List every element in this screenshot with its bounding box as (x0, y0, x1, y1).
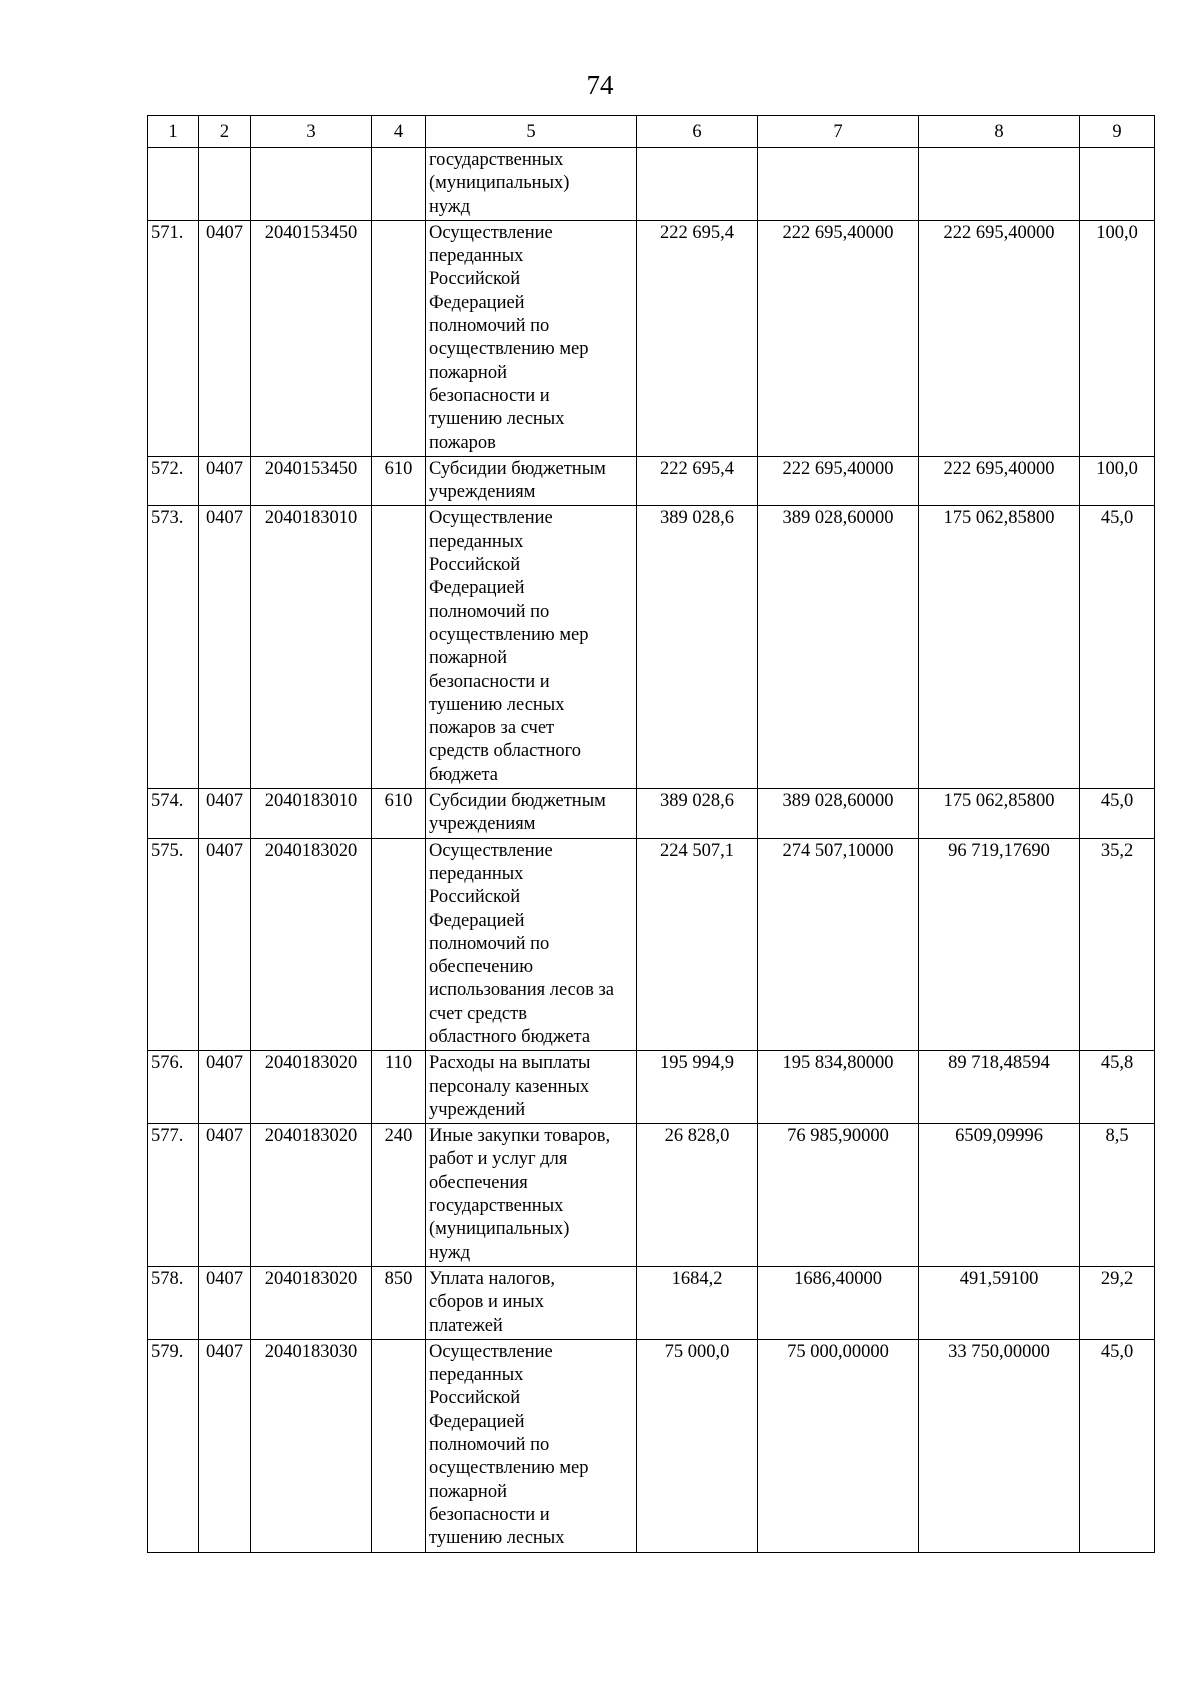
expense-type-code (372, 220, 426, 456)
value-col9: 8,5 (1080, 1124, 1155, 1267)
value-col7: 389 028,60000 (758, 506, 919, 789)
expense-type-code: 850 (372, 1266, 426, 1339)
value-col9: 100,0 (1080, 456, 1155, 506)
expense-type-code: 610 (372, 456, 426, 506)
row-number: 577. (148, 1124, 199, 1267)
row-number: 572. (148, 456, 199, 506)
section-code: 0407 (199, 456, 251, 506)
target-article-code: 2040183020 (251, 838, 372, 1051)
value-col7: 195 834,80000 (758, 1051, 919, 1124)
row-number: 574. (148, 789, 199, 839)
expense-type-code: 610 (372, 789, 426, 839)
column-header: 4 (372, 116, 426, 148)
expense-type-code (372, 148, 426, 221)
budget-table (147, 115, 1155, 1553)
row-description: Субсидии бюджетным учреждениям (426, 789, 637, 839)
table-row (148, 456, 1155, 506)
value-col6: 195 994,9 (637, 1051, 758, 1124)
row-number: 579. (148, 1339, 199, 1552)
section-code: 0407 (199, 1124, 251, 1267)
table-row (148, 838, 1155, 1051)
value-col8: 222 695,40000 (919, 220, 1080, 456)
table-row (148, 789, 1155, 839)
value-col7 (758, 148, 919, 221)
expense-type-code: 110 (372, 1051, 426, 1124)
value-col7: 76 985,90000 (758, 1124, 919, 1267)
column-header: 9 (1080, 116, 1155, 148)
row-description: Субсидии бюджетным учреждениям (426, 456, 637, 506)
column-header: 2 (199, 116, 251, 148)
value-col8: 175 062,85800 (919, 506, 1080, 789)
target-article-code: 2040183020 (251, 1124, 372, 1267)
target-article-code (251, 148, 372, 221)
table-row (148, 148, 1155, 221)
expense-type-code (372, 506, 426, 789)
table-row (148, 220, 1155, 456)
value-col6: 222 695,4 (637, 456, 758, 506)
section-code: 0407 (199, 1266, 251, 1339)
row-number: 575. (148, 838, 199, 1051)
row-number: 576. (148, 1051, 199, 1124)
column-header: 8 (919, 116, 1080, 148)
value-col7: 222 695,40000 (758, 456, 919, 506)
value-col8: 175 062,85800 (919, 789, 1080, 839)
section-code (199, 148, 251, 221)
section-code: 0407 (199, 838, 251, 1051)
value-col9 (1080, 148, 1155, 221)
value-col6: 26 828,0 (637, 1124, 758, 1267)
row-description: государственных (муниципальных) нужд (426, 148, 637, 221)
row-number: 573. (148, 506, 199, 789)
row-number: 571. (148, 220, 199, 456)
target-article-code: 2040183020 (251, 1266, 372, 1339)
value-col9: 29,2 (1080, 1266, 1155, 1339)
page-number: 74 (586, 70, 614, 100)
target-article-code: 2040153450 (251, 220, 372, 456)
value-col8: 89 718,48594 (919, 1051, 1080, 1124)
value-col9: 45,8 (1080, 1051, 1155, 1124)
column-header: 7 (758, 116, 919, 148)
value-col9: 45,0 (1080, 1339, 1155, 1552)
row-description: Осуществление переданных Российской Федерацией полномочий по осуществлению мер пожарной безопасности и тушению лесных пожаров за счет средств областного бюджета (426, 506, 637, 789)
column-header: 3 (251, 116, 372, 148)
value-col8: 6509,09996 (919, 1124, 1080, 1267)
value-col9: 35,2 (1080, 838, 1155, 1051)
expense-type-code (372, 838, 426, 1051)
table-row (148, 506, 1155, 789)
value-col9: 100,0 (1080, 220, 1155, 456)
target-article-code: 2040153450 (251, 456, 372, 506)
table-row (148, 1051, 1155, 1124)
target-article-code: 2040183010 (251, 506, 372, 789)
value-col6: 224 507,1 (637, 838, 758, 1051)
section-code: 0407 (199, 1051, 251, 1124)
table-row (148, 1339, 1155, 1552)
row-number: 578. (148, 1266, 199, 1339)
value-col7: 1686,40000 (758, 1266, 919, 1339)
value-col6: 389 028,6 (637, 506, 758, 789)
column-header: 6 (637, 116, 758, 148)
value-col7: 274 507,10000 (758, 838, 919, 1051)
value-col6: 1684,2 (637, 1266, 758, 1339)
column-header: 5 (426, 116, 637, 148)
table-header-row (148, 116, 1155, 148)
value-col6: 222 695,4 (637, 220, 758, 456)
value-col9: 45,0 (1080, 789, 1155, 839)
row-description: Осуществление переданных Российской Федерацией полномочий по обеспечению использования лесов за счет средств областного бюджета (426, 838, 637, 1051)
value-col7: 75 000,00000 (758, 1339, 919, 1552)
row-description: Расходы на выплаты персоналу казенных учреждений (426, 1051, 637, 1124)
target-article-code: 2040183010 (251, 789, 372, 839)
row-description: Осуществление переданных Российской Федерацией полномочий по осуществлению мер пожарной безопасности и тушению лесных пожаров (426, 220, 637, 456)
value-col8 (919, 148, 1080, 221)
value-col7: 222 695,40000 (758, 220, 919, 456)
row-description: Осуществление переданных Российской Федерацией полномочий по осуществлению мер пожарной безопасности и тушению лесных (426, 1339, 637, 1552)
row-description: Иные закупки товаров, работ и услуг для обеспечения государственных (муниципальных) нужд (426, 1124, 637, 1267)
table-row (148, 1124, 1155, 1267)
section-code: 0407 (199, 220, 251, 456)
section-code: 0407 (199, 506, 251, 789)
value-col7: 389 028,60000 (758, 789, 919, 839)
target-article-code: 2040183020 (251, 1051, 372, 1124)
value-col8: 33 750,00000 (919, 1339, 1080, 1552)
target-article-code: 2040183030 (251, 1339, 372, 1552)
value-col6: 75 000,0 (637, 1339, 758, 1552)
expense-type-code (372, 1339, 426, 1552)
value-col6 (637, 148, 758, 221)
value-col6: 389 028,6 (637, 789, 758, 839)
row-number (148, 148, 199, 221)
value-col8: 96 719,17690 (919, 838, 1080, 1051)
row-description: Уплата налогов, сборов и иных платежей (426, 1266, 637, 1339)
value-col9: 45,0 (1080, 506, 1155, 789)
section-code: 0407 (199, 1339, 251, 1552)
value-col8: 491,59100 (919, 1266, 1080, 1339)
table-row (148, 1266, 1155, 1339)
expense-type-code: 240 (372, 1124, 426, 1267)
section-code: 0407 (199, 789, 251, 839)
column-header: 1 (148, 116, 199, 148)
value-col8: 222 695,40000 (919, 456, 1080, 506)
